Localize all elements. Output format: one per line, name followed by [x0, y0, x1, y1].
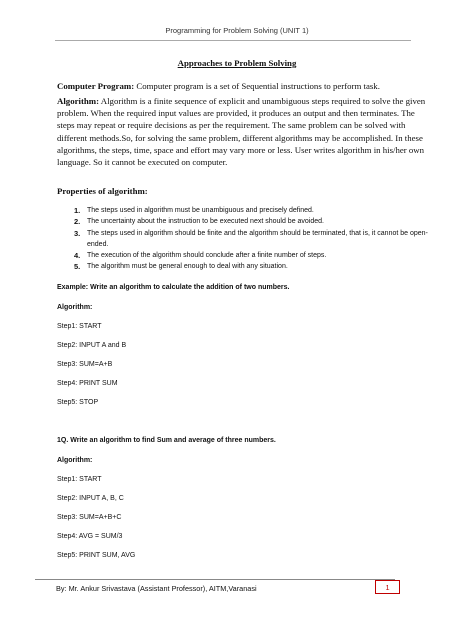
example1-heading: Example: Write an algorithm to calculate the addition of two numbers. — [57, 284, 290, 291]
list-item-text: The algorithm must be general enough to deal with any situation. — [87, 263, 288, 271]
list-item-number: 5. — [74, 262, 81, 272]
computer-program-paragraph — [57, 80, 429, 92]
computer-program-label: Computer Program: — [57, 81, 135, 91]
footer-author: By: Mr. Ankur Srivastava (Assistant Professor), AITM,Varanasi — [56, 584, 257, 593]
list-item-number: 1. — [74, 206, 81, 215]
list-item — [57, 228, 429, 251]
list-item — [57, 205, 429, 216]
footer-divider — [35, 579, 395, 580]
list-item-text: The execution of the algorithm should conclude after a finite number of steps. — [87, 252, 327, 260]
algorithm-label: Algorithm: — [57, 96, 100, 106]
algorithm-definition-text: Algorithm is a finite sequence of explicit and unambiguous steps required to solve the given problem. When the required input values are provided, it produces an output and then terminates. The steps may repeat or require decisions as per the requirement. The same problem can be solved with different methods.So, for solving the same problem, different algorithms may be accomplished. In these algorithms, the steps, time, space and effort may vary more or less. User writes algorithm in his/her own language. So it cannot be executed on computer. — [57, 96, 426, 168]
properties-list — [57, 205, 429, 273]
example1-step: Step1: START — [57, 323, 102, 330]
list-item-text: The steps used in algorithm should be finite and the algorithm should be terminated, that is, it cannot be open-ended. — [87, 229, 428, 248]
example2-step: Step5: PRINT SUM, AVG — [57, 552, 136, 559]
list-item-number: 3. — [74, 228, 81, 238]
example2-step: Step3: SUM=A+B+C — [57, 514, 122, 521]
header-divider — [55, 40, 411, 41]
page-number-badge: 1 — [375, 580, 400, 594]
list-item — [57, 250, 429, 261]
example2-step: Step4: AVG = SUM/3 — [57, 533, 123, 540]
example2-algorithm-label: Algorithm: — [57, 457, 93, 464]
list-item-number: 2. — [74, 217, 81, 227]
example2-step: Step2: INPUT A, B, C — [57, 495, 124, 502]
example2-heading: 1Q. Write an algorithm to find Sum and average of three numbers. — [57, 437, 276, 444]
example1-algorithm-label: Algorithm: — [57, 304, 93, 311]
list-item-text: The uncertainty about the instruction to be executed next should be avoided. — [87, 218, 324, 226]
example1-step: Step5: STOP — [57, 399, 99, 406]
properties-heading: Properties of algorithm: — [57, 186, 148, 196]
running-header: Programming for Problem Solving (UNIT 1) — [165, 26, 309, 35]
list-item-text: The steps used in algorithm must be unambiguous and precisely defined. — [87, 207, 314, 214]
example1-step: Step4: PRINT SUM — [57, 380, 118, 387]
list-item — [57, 261, 429, 272]
example2-step: Step1: START — [57, 476, 102, 483]
document-title: Approaches to Problem Solving — [177, 58, 297, 68]
list-item-number: 4. — [74, 251, 81, 261]
example1-step: Step3: SUM=A+B — [57, 361, 113, 368]
list-item — [57, 216, 429, 227]
algorithm-definition-paragraph — [57, 95, 429, 168]
computer-program-text: Computer program is a set of Sequential instructions to perform task. — [134, 81, 380, 91]
example1-step: Step2: INPUT A and B — [57, 342, 127, 349]
